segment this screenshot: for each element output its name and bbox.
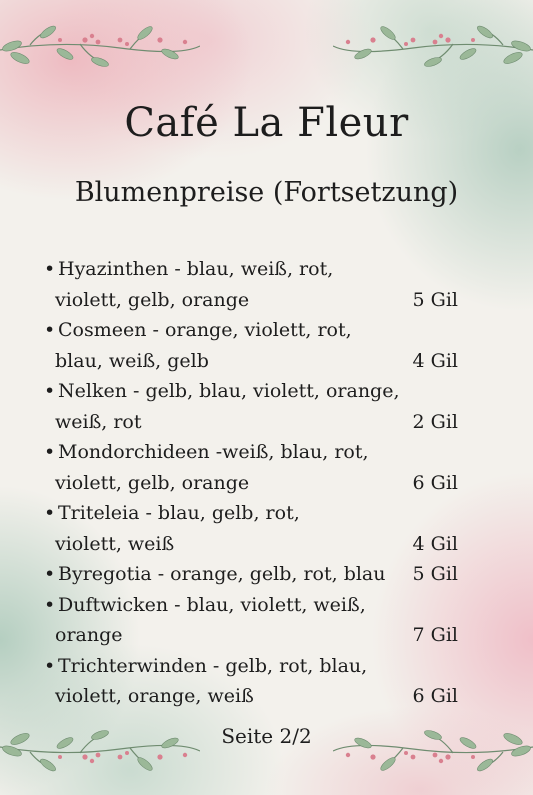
bullet-icon: • bbox=[44, 319, 56, 341]
item-description-line1: Mondorchideen -weiß, blau, rot, bbox=[58, 441, 369, 463]
bullet-icon: • bbox=[44, 563, 56, 585]
item-description-line2: weiß, rot bbox=[55, 410, 142, 433]
item-description-line1: Triteleia - blau, gelb, rot, bbox=[58, 502, 300, 524]
item-price: 4 Gil bbox=[412, 349, 458, 372]
list-item bbox=[44, 376, 474, 437]
list-item bbox=[44, 315, 474, 376]
item-price: 6 Gil bbox=[412, 685, 458, 707]
bullet-icon: • bbox=[44, 441, 56, 463]
item-price: 7 Gil bbox=[412, 624, 458, 646]
item-description-line2: violett, gelb, orange bbox=[55, 288, 250, 311]
item-description-line2: violett, orange, weiß bbox=[55, 685, 254, 707]
list-item bbox=[44, 651, 474, 712]
item-price: 5 Gil bbox=[412, 563, 458, 585]
page-title: Café La Fleur bbox=[124, 100, 409, 146]
list-item bbox=[44, 590, 474, 651]
floral-branch-top-right-icon bbox=[333, 18, 533, 78]
page-number: Seite 2/2 bbox=[221, 724, 312, 748]
item-description-line2: orange bbox=[55, 624, 123, 646]
item-price: 2 Gil bbox=[412, 410, 458, 433]
item-description-line2: violett, gelb, orange bbox=[55, 471, 250, 494]
list-item bbox=[44, 254, 474, 315]
page-subtitle: Blumenpreise (Fortsetzung) bbox=[74, 177, 459, 208]
item-description-line1: Nelken - gelb, blau, violett, orange, bbox=[58, 380, 400, 402]
item-description-line1: Cosmeen - orange, violett, rot, bbox=[58, 319, 352, 341]
flower-price-list bbox=[44, 254, 474, 712]
list-item bbox=[44, 559, 474, 590]
item-description-line2: violett, weiß bbox=[55, 532, 175, 555]
item-price: 6 Gil bbox=[412, 471, 458, 494]
item-description-line1: Duftwicken - blau, violett, weiß, bbox=[58, 593, 366, 616]
item-price: 4 Gil bbox=[412, 532, 458, 555]
item-description-line1: Trichterwinden - gelb, rot, blau, bbox=[58, 654, 368, 677]
item-description-line1: Hyazinthen - blau, weiß, rot, bbox=[58, 258, 334, 280]
bullet-icon: • bbox=[44, 502, 56, 524]
floral-branch-top-left-icon bbox=[0, 18, 200, 78]
bullet-icon: • bbox=[44, 593, 56, 616]
item-description-line1: Byregotia - orange, gelb, rot, blau bbox=[58, 563, 386, 585]
item-price: 5 Gil bbox=[412, 288, 458, 311]
list-item bbox=[44, 498, 474, 559]
list-item bbox=[44, 437, 474, 498]
bullet-icon: • bbox=[44, 258, 56, 280]
bullet-icon: • bbox=[44, 654, 56, 677]
item-description-line2: blau, weiß, gelb bbox=[55, 349, 209, 372]
bullet-icon: • bbox=[44, 380, 56, 402]
